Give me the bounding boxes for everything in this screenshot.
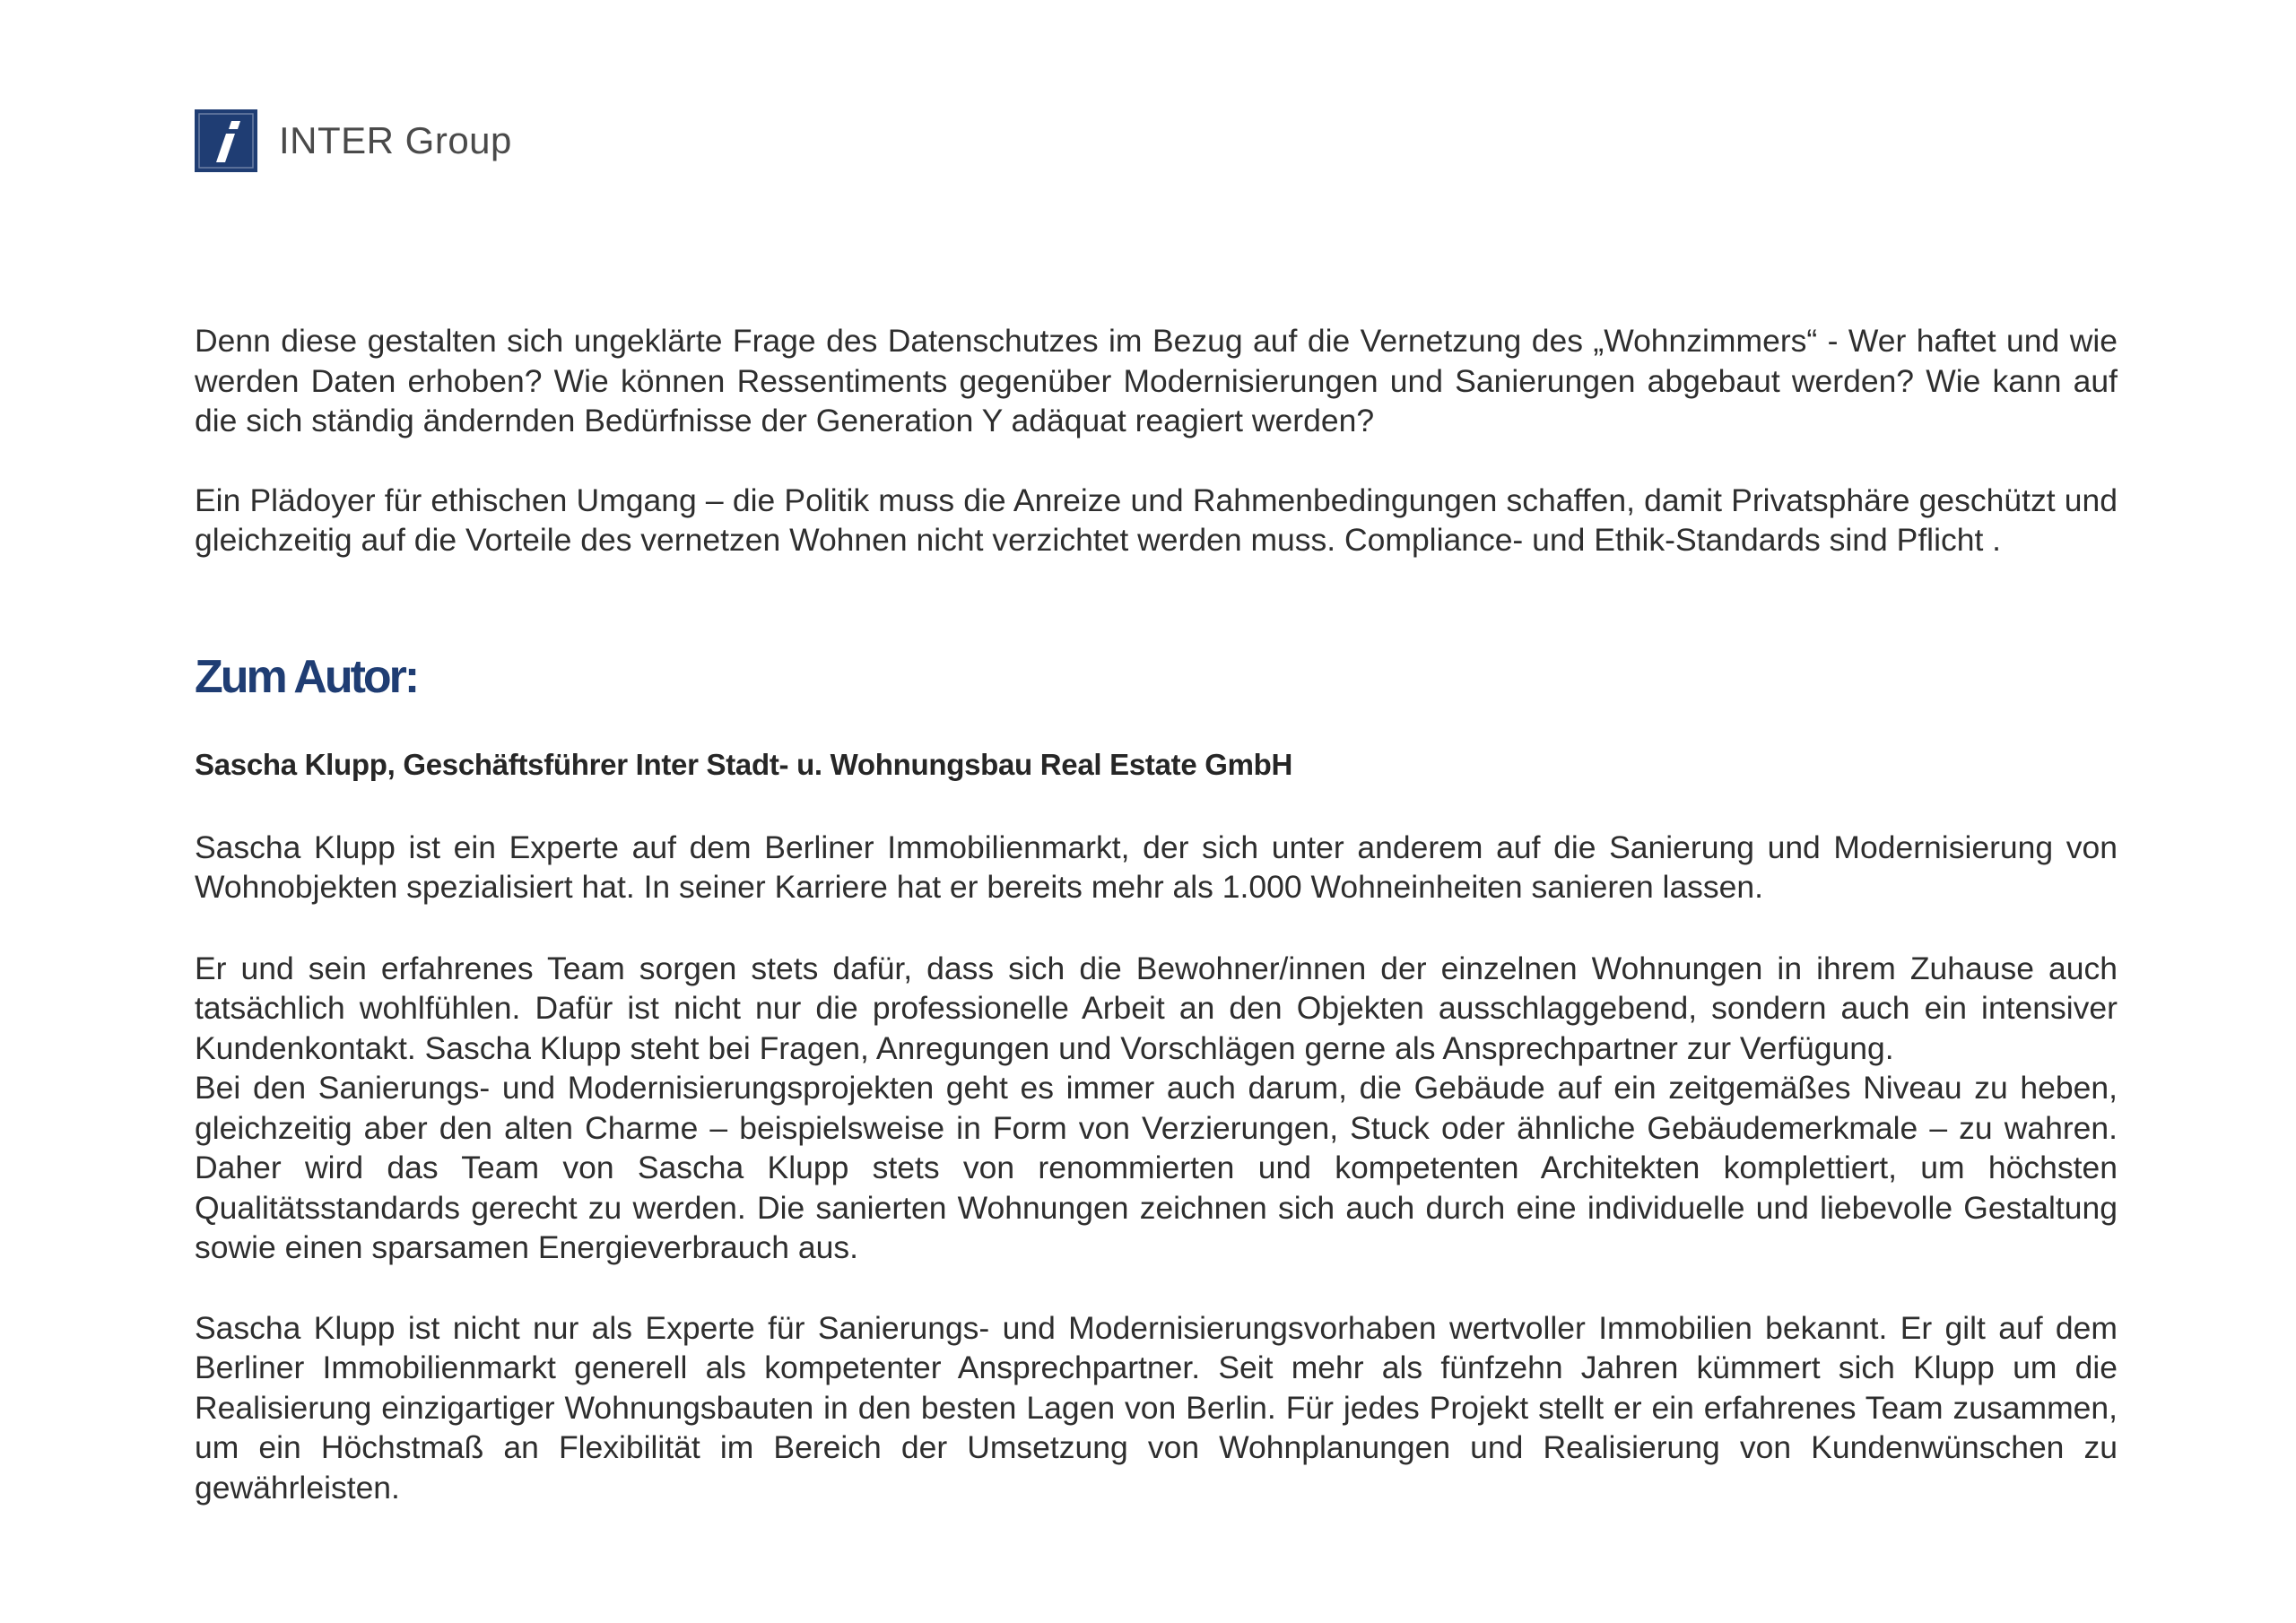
inter-group-logo-icon: [195, 109, 257, 172]
author-paragraph-2: Er und sein erfahrenes Team sorgen stets dafür, dass sich die Bewohner/innen der einzelnen Wohnungen in ihrem Zuhause auch tatsächlich wohlfühlen. Dafür ist nicht nur die professionelle Arbeit an den Objekten ausschlaggebend, sondern auch ein intensiver Kundenkontakt. Sascha Klupp steht bei Fragen, Anregungen und Vorschlägen gerne als Ansprechpartner zur Verfügung.: [195, 950, 2118, 1066]
author-heading: Zum Autor:: [195, 650, 418, 703]
page-header: [195, 109, 512, 172]
author-paragraph-4: Sascha Klupp ist nicht nur als Experte für Sanierungs- und Modernisierungsvorhaben wertvoller Immobilien bekannt. Er gilt auf dem Berliner Immobilienmarkt generell als kompetenter Ansprechpartner. Seit mehr als fünfzehn Jahren kümmert sich Klupp um die Realisierung einzigartiger Wohnungsbauten in den besten Lagen von Berlin. Für jedes Projekt stellt er ein erfahrenes Team zusammen, um ein Höchstmaß an Flexibilität im Bereich der Umsetzung von Wohnplanungen und Realisierung von Kundenwünschen zu gewährleisten.: [195, 1309, 2118, 1506]
author-paragraph-3: Bei den Sanierungs- und Modernisierungsprojekten geht es immer auch darum, die Gebäude auf ein zeitgemäßes Niveau zu heben, gleichzeitig aber den alten Charme – beispielsweise in Form von Verzierungen, Stuck oder ähnliche Gebäudemerkmale – zu wahren. Daher wird das Team von Sascha Klupp stets von renommierten und kompetenten Architekten komplettiert, um höchsten Qualitätsstandards gerecht zu werden. Die sanierten Wohnungen zeichnen sich auch durch eine individuelle und liebevolle Gestaltung sowie einen sparsamen Energieverbrauch aus.: [195, 1070, 2118, 1265]
author-subtitle: Sascha Klupp, Geschäftsführer Inter Stadt- u. Wohnungsbau Real Estate GmbH: [195, 747, 1293, 781]
intro-paragraph-2: Ein Plädoyer für ethischen Umgang – die Politik muss die Anreize und Rahmenbedingungen schaffen, damit Privatsphäre geschützt und gleichzeitig auf die Vorteile des vernetzen Wohnen nicht verzichtet werden muss. Compliance- und Ethik-Standards sind Pflicht .: [195, 482, 2118, 558]
article-body: [195, 321, 2118, 1507]
author-paragraph-1: Sascha Klupp ist ein Experte auf dem Berliner Immobilienmarkt, der sich unter anderem auf die Sanierung und Modernisierung von Wohnobjekten spezialisiert hat. In seiner Karriere hat er bereits mehr als 1.000 Wohneinheiten sanieren lassen.: [195, 829, 2118, 905]
intro-paragraph-1: Denn diese gestalten sich ungeklärte Frage des Datenschutzes im Bezug auf die Vernetzung des „Wohnzimmers“ - Wer haftet und wie werden Daten erhoben? Wie können Ressentiments gegenüber Modernisierungen und Sanierungen abgebaut werden? Wie kann auf die sich ständig ändernden Bedürfnisse der Generation Y adäquat reagiert werden?: [195, 323, 2118, 438]
brand-name: INTER Group: [279, 119, 512, 161]
